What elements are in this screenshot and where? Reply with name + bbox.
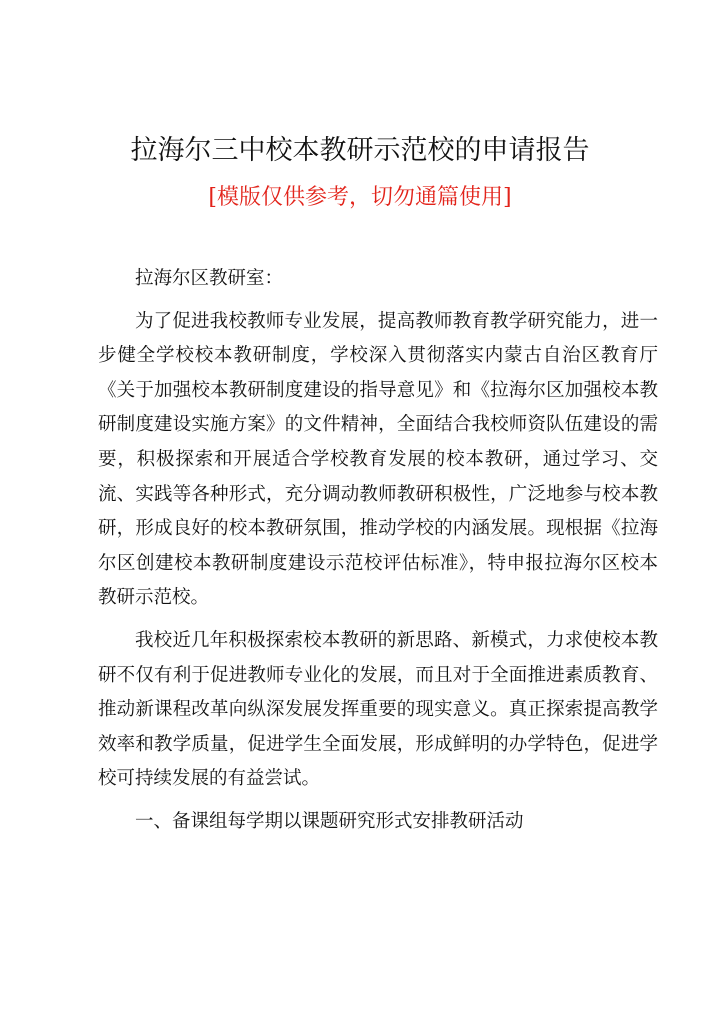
salutation: 拉海尔区教研室： [135, 268, 284, 289]
template-disclaimer: [模版仅供参考，切勿通篇使用] [208, 185, 512, 210]
document-body [98, 262, 658, 840]
paragraph-exploration: 我校近几年积极探索校本教研的新思路、新模式，力求使校本教研不仅有利于促进教师专业化的发展，而且对于全面推进素质教育、推动新课程改革向纵深发展发挥重要的现实意义。真正探索提高教学效率和教学质量，促进学生全面发展，形成鲜明的办学特色，促进学校可持续发展的有益尝试。 [98, 629, 658, 790]
section-heading: 一、备课组每学期以课题研究形式安排教研活动 [135, 810, 524, 832]
paragraph-intro: 为了促进我校教师专业发展，提高教师教育教学研究能力，进一步健全学校校本教研制度，学校深入贯彻落实内蒙古自治区教育厅《关于加强校本教研制度建设的指导意见》和《拉海尔区加强校本教研制度建设实施方案》的文件精神，全面结合我校师资队伍建设的需要，积极探索和开展适合学校教育发展的校本教研，通过学习、交流、实践等各种形式，充分调动教师教研积极性，广泛地参与校本教研，形成良好的校本教研氛围，推动学校的内涵发展。现根据《拉海尔区创建校本教研制度建设示范校评估标准》，特申报拉海尔区校本教研示范校。 [98, 310, 658, 609]
document-title: 拉海尔三中校本教研示范校的申请报告 [130, 135, 590, 166]
